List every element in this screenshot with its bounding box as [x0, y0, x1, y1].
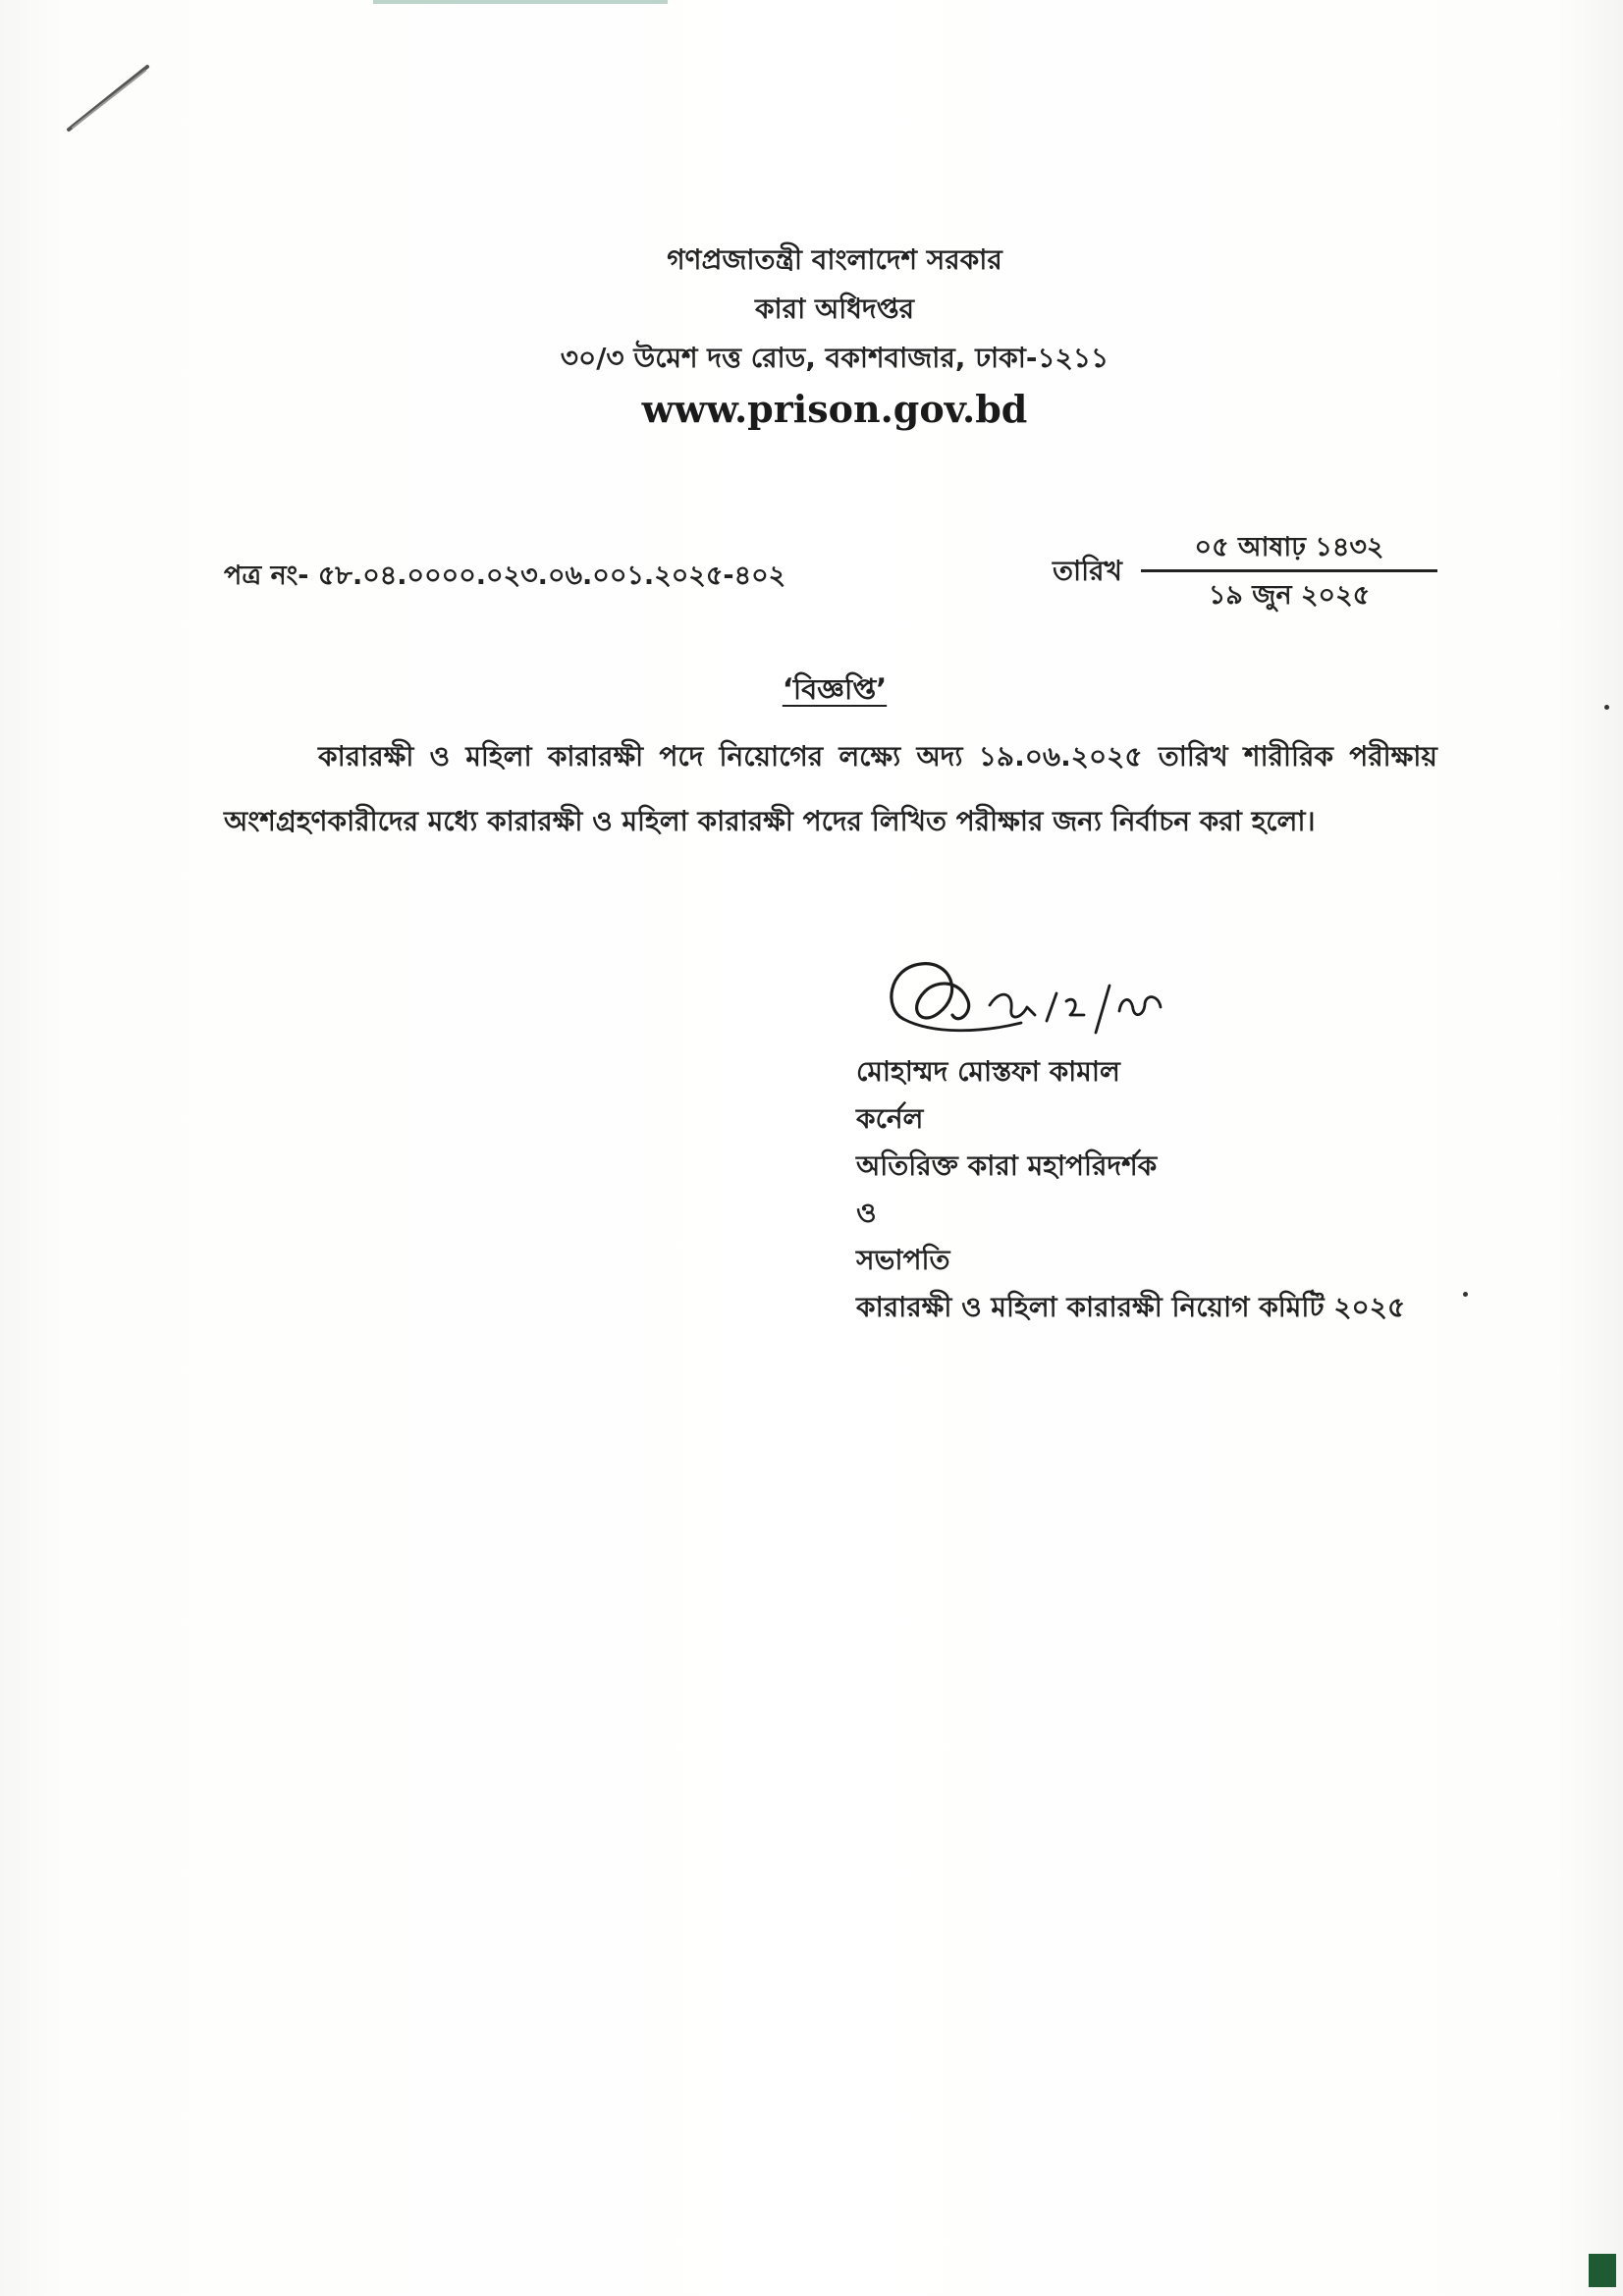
date-gregorian: ১৯ জুন ২০২৫ — [1208, 580, 1371, 611]
signatory-conjunction: ও — [856, 1197, 877, 1229]
handwritten-signature — [874, 950, 1188, 1058]
notice-word: তারিখ — [1158, 740, 1228, 773]
corner-tab-mark — [1589, 2254, 1616, 2287]
memo-number: পত্র নং- ৫৮.০৪.০০০০.০২৩.০৬.০০১.২০২৫-৪০২ — [224, 561, 786, 591]
notice-word: ১৯.০৬.২০২৫ — [978, 740, 1143, 773]
committee-name: কারারক্ষী ও মহিলা কারারক্ষী নিয়োগ কমিটি ২০২৫ — [856, 1291, 1406, 1323]
notice-word: মহিলা — [465, 740, 532, 773]
signatory-role: সভাপতি — [856, 1244, 950, 1276]
date-divider — [1141, 569, 1437, 572]
scan-speck — [1463, 1292, 1468, 1297]
signatory-designation: অতিরিক্ত কারা মহাপরিদর্শক — [856, 1149, 1158, 1182]
date-bangla-calendar: ০৫ আষাঢ় ১৪৩২ — [1194, 532, 1384, 562]
notice-word: অদ্য — [916, 740, 963, 773]
notice-word: কারারক্ষী — [318, 740, 414, 773]
signatory-rank: কর্নেল — [856, 1102, 924, 1135]
notice-line-1 — [224, 724, 1437, 789]
date-label: তারিখ — [1053, 555, 1122, 587]
signatory-block — [856, 1048, 1405, 1331]
website-link[interactable]: www.prison.gov.bd — [641, 387, 1028, 431]
letterhead — [0, 236, 1623, 436]
notice-title: ‘বিজ্ঞপ্তি’ — [782, 672, 888, 706]
department-name: কারা অধিদপ্তর — [754, 293, 915, 325]
scan-edge-strip — [373, 0, 668, 4]
pen-stroke-mark — [65, 59, 153, 137]
notice-word: কারারক্ষী — [547, 740, 644, 773]
scan-speck — [1604, 705, 1609, 710]
notice-word: ও — [429, 740, 451, 773]
government-name: গণপ্রজাতন্ত্রী বাংলাদেশ সরকার — [667, 243, 1002, 276]
date-block — [1141, 528, 1437, 615]
signatory-name: মোহাম্মদ মোস্তফা কামাল — [856, 1055, 1120, 1088]
notice-word: শারীরিক — [1243, 740, 1333, 773]
notice-word: লক্ষ্যে — [839, 740, 901, 773]
office-address: ৩০/৩ উমেশ দত্ত রোড, বকাশবাজার, ঢাকা-১২১১ — [560, 342, 1109, 374]
notice-word: পদে — [659, 740, 704, 773]
notice-word: পরীক্ষায় — [1349, 740, 1437, 773]
notice-word: নিয়োগের — [719, 740, 824, 773]
notice-body — [224, 724, 1437, 854]
notice-line-2: অংশগ্রহণকারীদের মধ্যে কারারক্ষী ও মহিলা কারারক্ষী পদের লিখিত পরীক্ষার জন্য নির্বাচন করা হলো। — [224, 805, 1316, 837]
